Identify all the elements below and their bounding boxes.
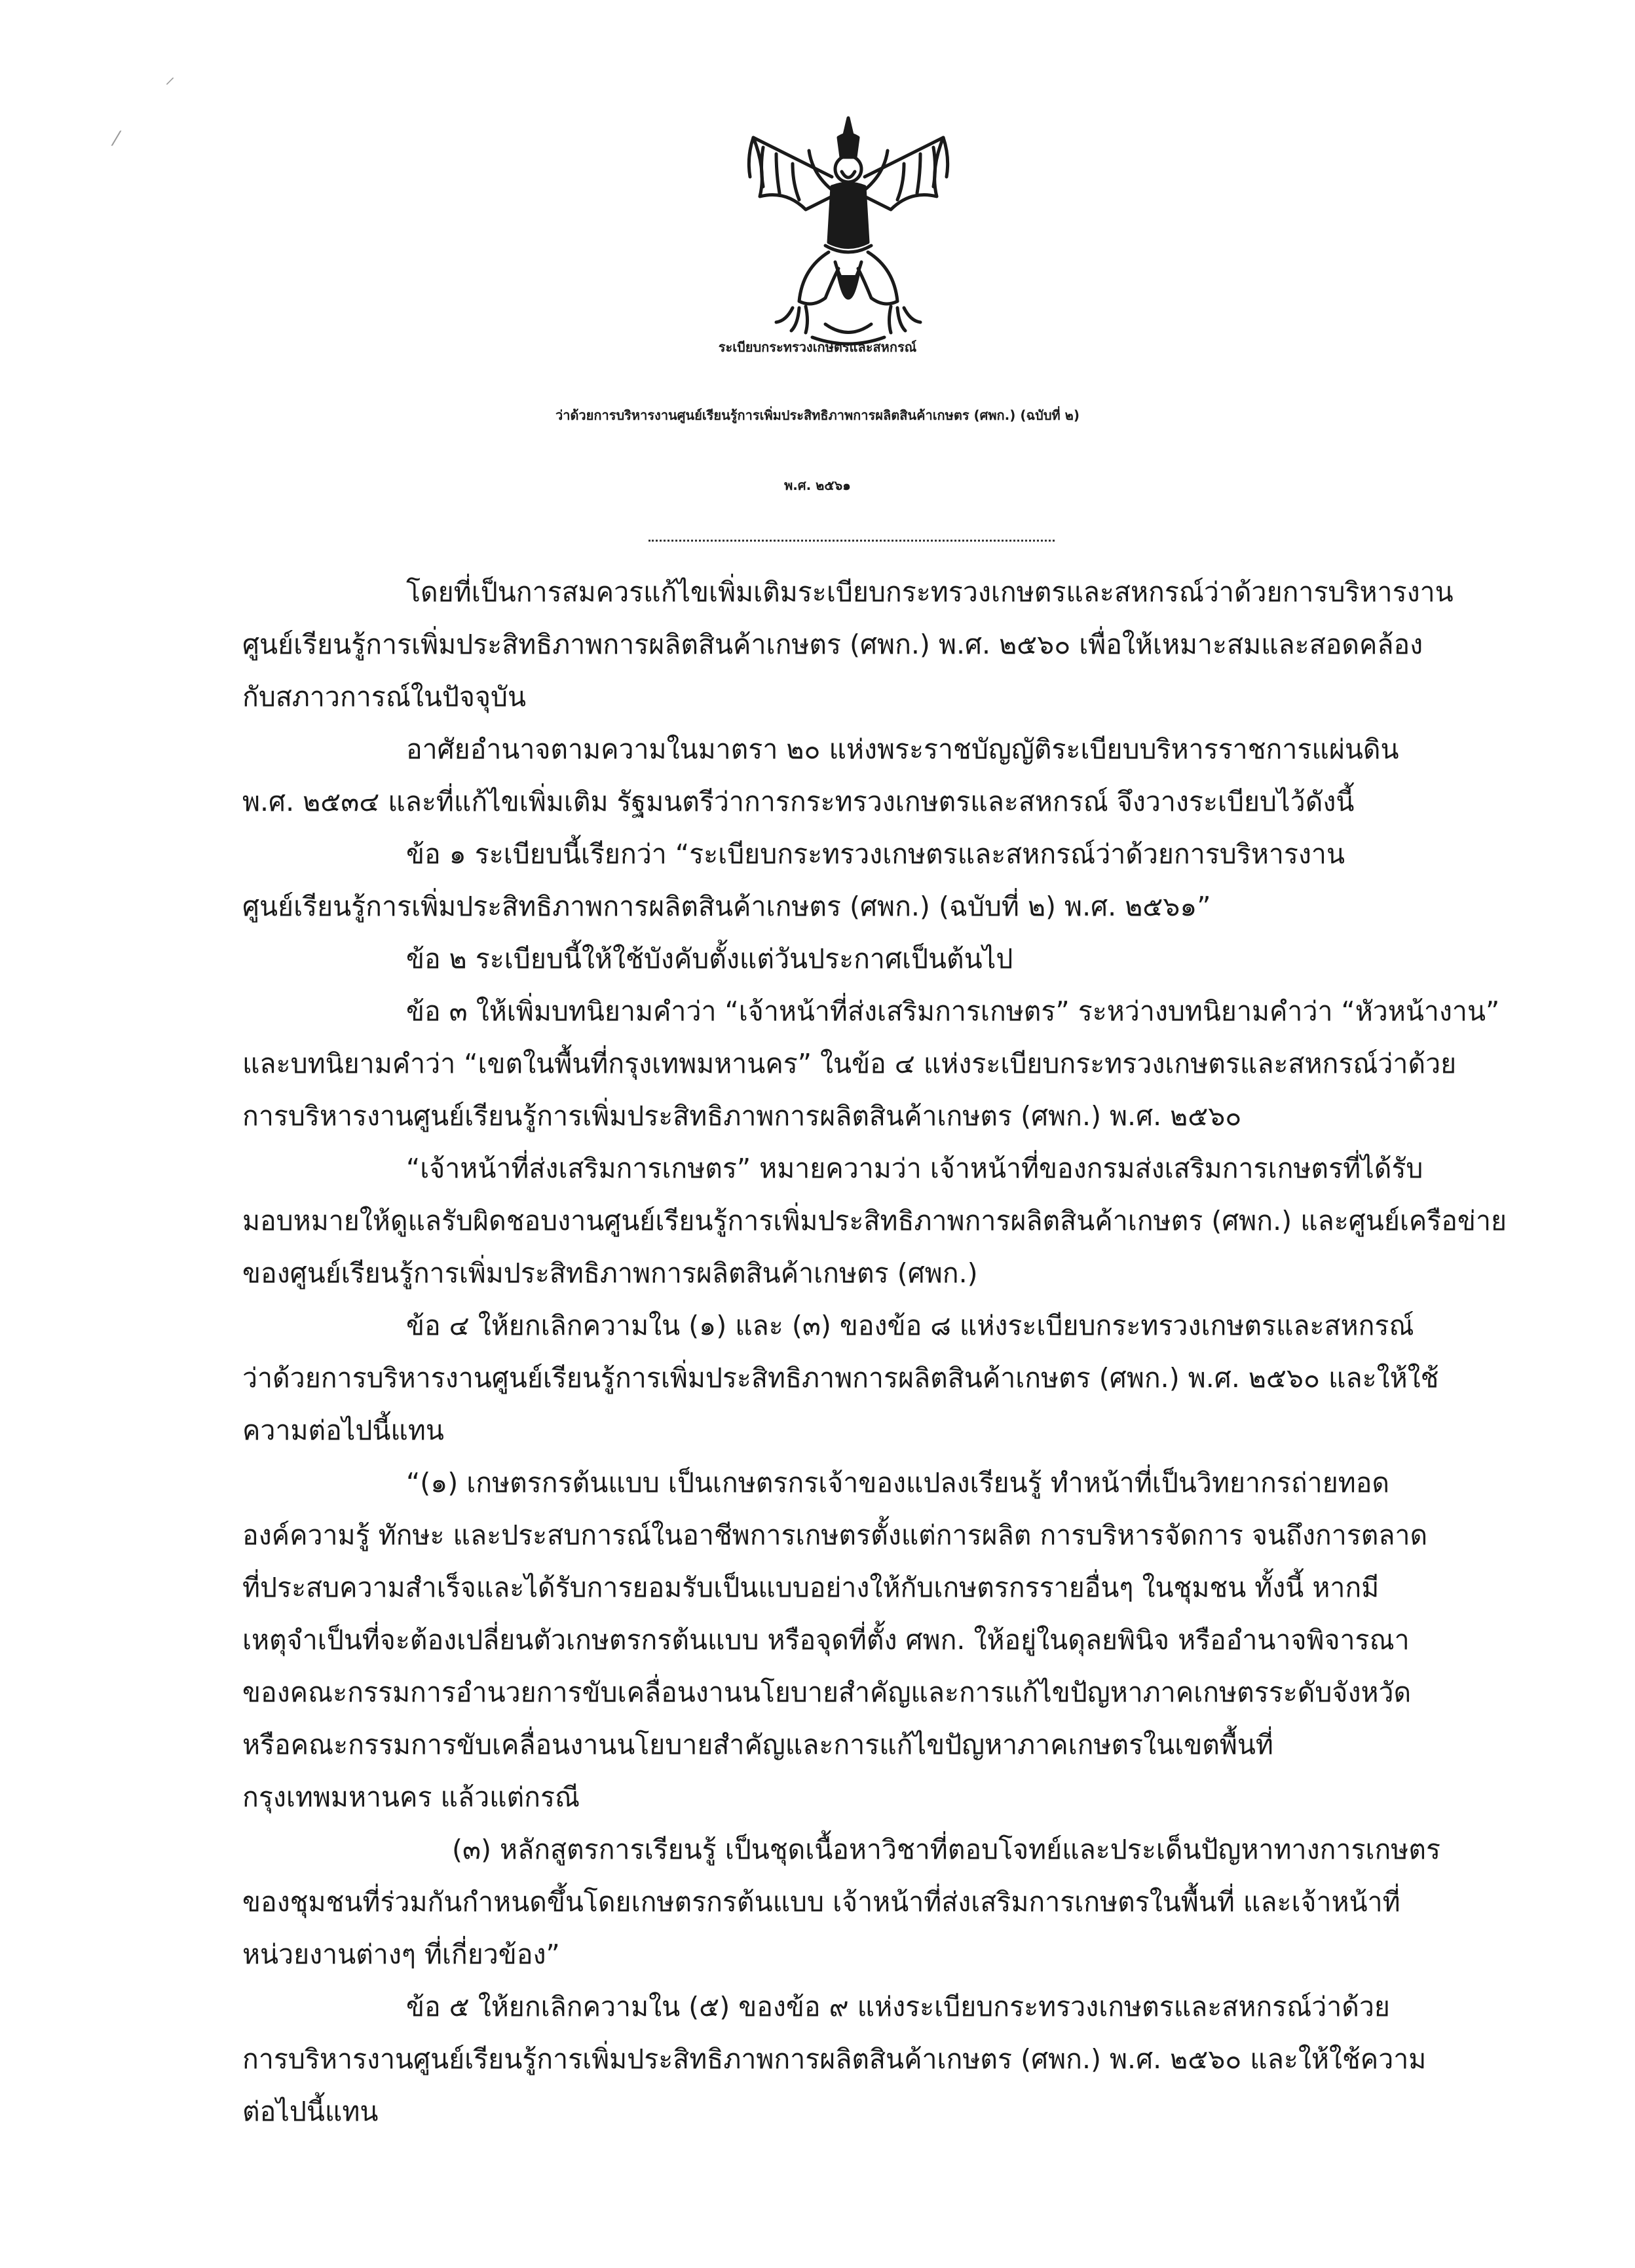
- body-line: ข้อ ๕ ให้ยกเลิกความใน (๕) ของข้อ ๙ แห่งระเบียบกระทรวงเกษตรและสหกรณ์ว่าด้วย: [406, 1991, 1390, 2022]
- scan-speck: ⸝: [165, 65, 175, 88]
- body-line: ข้อ ๓ ให้เพิ่มบทนิยามคำว่า “เจ้าหน้าที่ส่งเสริมการเกษตร” ระหว่างบทนิยามคำว่า “หัวหน้างาน”: [406, 995, 1500, 1027]
- body-line: โดยที่เป็นการสมควรแก้ไขเพิ่มเติมระเบียบกระทรวงเกษตรและสหกรณ์ว่าด้วยการบริหารงาน: [406, 576, 1454, 608]
- body-line: ข้อ ๒ ระเบียบนี้ให้ใช้บังคับตั้งแต่วันประกาศเป็นต้นไป: [406, 943, 1013, 975]
- body-line: กับสภาวการณ์ในปัจจุบัน: [242, 681, 527, 713]
- body-line: หรือคณะกรรมการขับเคลื่อนงานนโยบายสำคัญและการแก้ไขปัญหาภาคเกษตรในเขตพื้นที่: [242, 1729, 1273, 1760]
- body-line: ข้อ ๔ ให้ยกเลิกความใน (๑) และ (๓) ของข้อ ๘ แห่งระเบียบกระทรวงเกษตรและสหกรณ์: [406, 1310, 1414, 1341]
- body-line: การบริหารงานศูนย์เรียนรู้การเพิ่มประสิทธิภาพการผลิตสินค้าเกษตร (ศพก.) พ.ศ. ๒๕๖๐ และให้ใช้ความ: [242, 2043, 1427, 2075]
- scan-speck: ⁄: [115, 128, 119, 151]
- body-line: ความต่อไปนี้แทน: [242, 1415, 444, 1446]
- body-line: ที่ประสบความสำเร็จและได้รับการยอมรับเป็นแบบอย่างให้กับเกษตรกรรายอื่นๆ ในชุมชน ทั้งนี้ หากมี: [242, 1572, 1380, 1603]
- document-subtitle: ว่าด้วยการบริหารงานศูนย์เรียนรู้การเพิ่มประสิทธิภาพการผลิตสินค้าเกษตร (ศพก.) (ฉบับที่ ๒): [555, 407, 1080, 423]
- body-line: ของคณะกรรมการอำนวยการขับเคลื่อนงานนโยบายสำคัญและการแก้ไขปัญหาภาคเกษตรระดับจังหวัด: [242, 1677, 1412, 1708]
- body-line: ของศูนย์เรียนรู้การเพิ่มประสิทธิภาพการผลิตสินค้าเกษตร (ศพก.): [242, 1257, 978, 1289]
- body-line: การบริหารงานศูนย์เรียนรู้การเพิ่มประสิทธิภาพการผลิตสินค้าเกษตร (ศพก.) พ.ศ. ๒๕๖๐: [242, 1100, 1242, 1132]
- document-title: ระเบียบกระทรวงเกษตรและสหกรณ์: [718, 339, 917, 355]
- body-line: ของชุมชนที่ร่วมกันกำหนดขึ้นโดยเกษตรกรต้นแบบ เจ้าหน้าที่ส่งเสริมการเกษตรในพื้นที่ และเจ้าหน้าที่: [242, 1886, 1400, 1918]
- body-line: มอบหมายให้ดูแลรับผิดชอบงานศูนย์เรียนรู้การเพิ่มประสิทธิภาพการผลิตสินค้าเกษตร (ศพก.) และศูนย์เครือข่าย: [242, 1205, 1507, 1236]
- body-line: อาศัยอำนาจตามความในมาตรา ๒๐ แห่งพระราชบัญญัติระเบียบบริหารราชการแผ่นดิน: [406, 734, 1399, 765]
- document-year: พ.ศ. ๒๕๖๑: [784, 477, 851, 493]
- garuda-emblem-icon: [740, 111, 956, 354]
- body-line: และบทนิยามคำว่า “เขตในพื้นที่กรุงเทพมหานคร” ในข้อ ๔ แห่งระเบียบกระทรวงเกษตรและสหกรณ์ว่าด้วย: [242, 1048, 1457, 1079]
- body-line: กรุงเทพมหานคร แล้วแต่กรณี: [242, 1781, 580, 1813]
- body-line: ว่าด้วยการบริหารงานศูนย์เรียนรู้การเพิ่มประสิทธิภาพการผลิตสินค้าเกษตร (ศพก.) พ.ศ. ๒๕๖๐ และให้ใช้: [242, 1362, 1439, 1394]
- body-line: องค์ความรู้ ทักษะ และประสบการณ์ในอาชีพการเกษตรตั้งแต่การผลิต การบริหารจัดการ จนถึงการตลาด: [242, 1519, 1428, 1551]
- body-line: “(๑) เกษตรกรต้นแบบ เป็นเกษตรกรเจ้าของแปลงเรียนรู้ ทำหน้าที่เป็นวิทยากรถ่ายทอด: [406, 1467, 1390, 1498]
- body-line: (๓) หลักสูตรการเรียนรู้ เป็นชุดเนื้อหาวิชาที่ตอบโจทย์และประเด็นปัญหาทางการเกษตร: [452, 1834, 1440, 1865]
- body-line: ศูนย์เรียนรู้การเพิ่มประสิทธิภาพการผลิตสินค้าเกษตร (ศพก.) พ.ศ. ๒๕๖๐ เพื่อให้เหมาะสมและสอดคล้อง: [242, 629, 1423, 660]
- body-line: ต่อไปนี้แทน: [242, 2096, 379, 2127]
- body-line: พ.ศ. ๒๕๓๔ และที่แก้ไขเพิ่มเติม รัฐมนตรีว่าการกระทรวงเกษตรและสหกรณ์ จึงวางระเบียบไว้ดังนี้: [242, 786, 1355, 817]
- body-line: หน่วยงานต่างๆ ที่เกี่ยวข้อง”: [242, 1939, 560, 1970]
- body-line: ข้อ ๑ ระเบียบนี้เรียกว่า “ระเบียบกระทรวงเกษตรและสหกรณ์ว่าด้วยการบริหารงาน: [406, 838, 1345, 870]
- title-separator: [648, 540, 1055, 542]
- body-line: เหตุจำเป็นที่จะต้องเปลี่ยนตัวเกษตรกรต้นแบบ หรือจุดที่ตั้ง ศพก. ให้อยู่ในดุลยพินิจ หรืออำนาจพิจารณา: [242, 1624, 1410, 1656]
- body-line: “เจ้าหน้าที่ส่งเสริมการเกษตร” หมายความว่า เจ้าหน้าที่ของกรมส่งเสริมการเกษตรที่ได้รับ: [406, 1153, 1423, 1184]
- body-line: ศูนย์เรียนรู้การเพิ่มประสิทธิภาพการผลิตสินค้าเกษตร (ศพก.) (ฉบับที่ ๒) พ.ศ. ๒๕๖๑”: [242, 891, 1211, 922]
